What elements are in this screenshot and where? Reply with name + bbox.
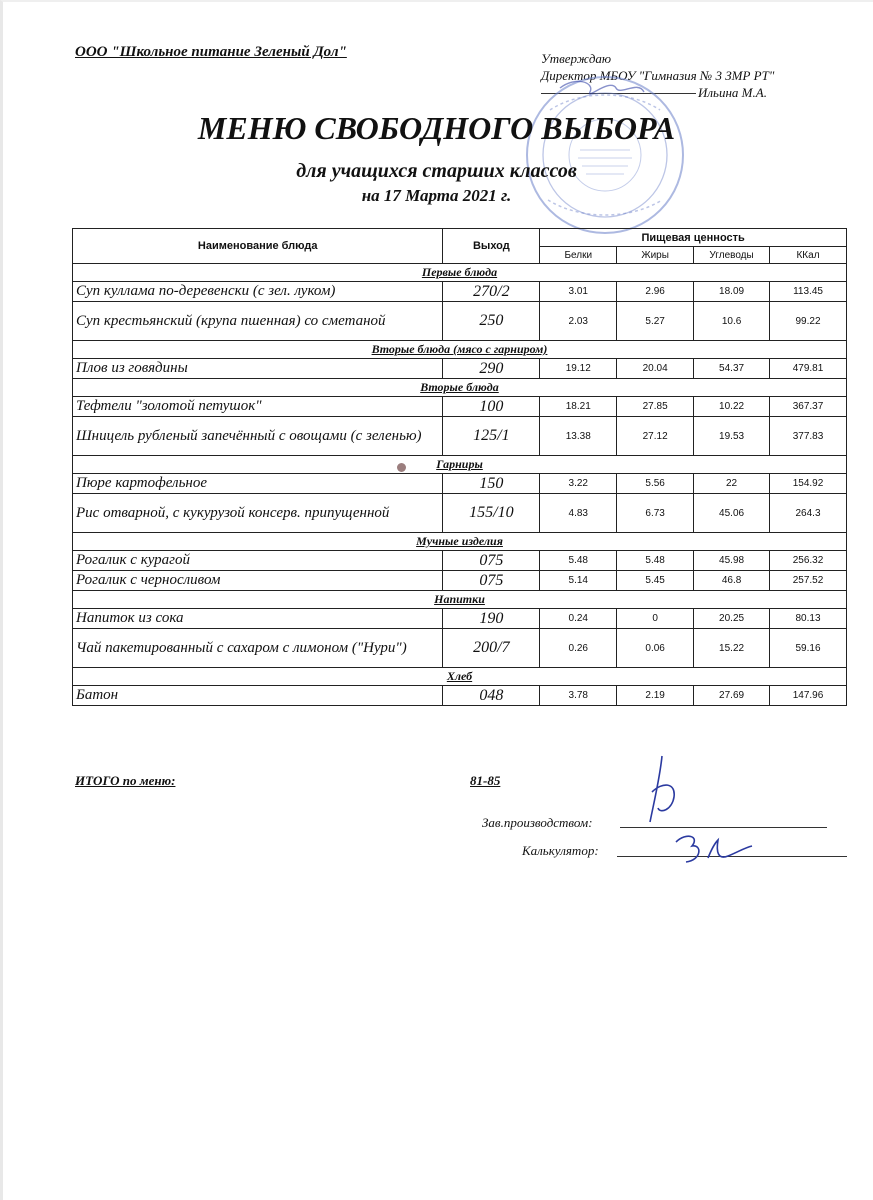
fat-value: 5.27 — [617, 302, 694, 341]
table-row — [73, 359, 847, 379]
kcal-value: 113.45 — [770, 282, 847, 302]
approve-position: Директор МБОУ "Гимназия № 3 ЗМР РТ" — [541, 68, 775, 83]
company-name: ООО "Школьное питание Зеленый Дол" — [75, 44, 347, 60]
carbs-value: 45.06 — [694, 494, 770, 533]
carbs-value: 54.37 — [694, 359, 770, 379]
col-header-fat: Жиры — [617, 247, 694, 264]
kcal-value: 99.22 — [770, 302, 847, 341]
col-header-protein: Белки — [540, 247, 617, 264]
dish-output: 200/7 — [443, 629, 540, 668]
fat-value: 5.48 — [617, 551, 694, 571]
section-title: Вторые блюда (мясо с гарниром) — [73, 341, 847, 359]
fat-value: 5.56 — [617, 474, 694, 494]
dish-name: Рогалик с черносливом — [73, 571, 443, 591]
calculator-signature-icon — [668, 828, 758, 872]
col-header-kcal: ККал — [770, 247, 847, 264]
dish-name: Рогалик с курагой — [73, 551, 443, 571]
kcal-value: 147.96 — [770, 686, 847, 706]
total-label: ИТОГО по меню: — [75, 773, 176, 788]
menu-subtitle: для учащихся старших классов — [296, 160, 577, 182]
table-row — [73, 417, 847, 456]
fat-value: 0.06 — [617, 629, 694, 668]
dish-output: 048 — [443, 686, 540, 706]
table-row — [73, 474, 847, 494]
dish-output: 190 — [443, 609, 540, 629]
approve-name: Ильина М.А. — [698, 85, 767, 100]
protein-value: 19.12 — [540, 359, 617, 379]
kcal-value: 479.81 — [770, 359, 847, 379]
col-header-output: Выход — [443, 229, 540, 264]
dish-output: 075 — [443, 551, 540, 571]
fat-value: 5.45 — [617, 571, 694, 591]
dish-name: Суп куллама по-деревенски (с зел. луком) — [73, 282, 443, 302]
kcal-value: 80.13 — [770, 609, 847, 629]
dish-output: 150 — [443, 474, 540, 494]
dish-name: Плов из говядины — [73, 359, 443, 379]
dish-name: Чай пакетированный с сахаром с лимоном ("Нури") — [73, 629, 443, 668]
dish-output: 250 — [443, 302, 540, 341]
table-row — [73, 609, 847, 629]
carbs-value: 19.53 — [694, 417, 770, 456]
carbs-value: 27.69 — [694, 686, 770, 706]
kcal-value: 264.3 — [770, 494, 847, 533]
section-title: Вторые блюда — [73, 379, 847, 397]
section-header — [73, 668, 847, 686]
dish-output: 125/1 — [443, 417, 540, 456]
carbs-value: 20.25 — [694, 609, 770, 629]
section-title: Хлеб — [73, 668, 847, 686]
protein-value: 5.14 — [540, 571, 617, 591]
carbs-value: 45.98 — [694, 551, 770, 571]
section-header — [73, 379, 847, 397]
section-title: Напитки — [73, 591, 847, 609]
approve-word: Утверждаю — [541, 51, 612, 66]
fat-value: 27.85 — [617, 397, 694, 417]
dish-name: Рис отварной, с кукурузой консерв. припущенной — [73, 494, 443, 533]
table-row — [73, 686, 847, 706]
section-header — [73, 591, 847, 609]
protein-value: 0.26 — [540, 629, 617, 668]
carbs-value: 18.09 — [694, 282, 770, 302]
fat-value: 2.96 — [617, 282, 694, 302]
table-row — [73, 629, 847, 668]
protein-value: 3.22 — [540, 474, 617, 494]
table-row — [73, 571, 847, 591]
col-header-nutrition: Пищевая ценность — [540, 229, 847, 247]
carbs-value: 10.22 — [694, 397, 770, 417]
dish-name: Пюре картофельное — [73, 474, 443, 494]
kcal-value: 59.16 — [770, 629, 847, 668]
table-row — [73, 494, 847, 533]
dish-output: 155/10 — [443, 494, 540, 533]
section-title: Гарниры — [73, 456, 847, 474]
kcal-value: 377.83 — [770, 417, 847, 456]
section-header — [73, 264, 847, 282]
fat-value: 20.04 — [617, 359, 694, 379]
total-value: 81-85 — [470, 773, 501, 788]
protein-value: 18.21 — [540, 397, 617, 417]
table-header-row — [73, 229, 847, 247]
kcal-value: 154.92 — [770, 474, 847, 494]
production-manager-signature-line — [620, 827, 827, 828]
approval-block — [541, 50, 774, 101]
dish-name: Шницель рубленый запечённый с овощами (с зеленью) — [73, 417, 443, 456]
section-header — [73, 341, 847, 359]
dish-name: Тефтели "золотой петушок" — [73, 397, 443, 417]
fat-value: 0 — [617, 609, 694, 629]
protein-value: 2.03 — [540, 302, 617, 341]
col-header-carbs: Углеводы — [694, 247, 770, 264]
table-row — [73, 397, 847, 417]
protein-value: 3.78 — [540, 686, 617, 706]
kcal-value: 367.37 — [770, 397, 847, 417]
section-title: Первые блюда — [73, 264, 847, 282]
table-row — [73, 302, 847, 341]
carbs-value: 10.6 — [694, 302, 770, 341]
protein-value: 0.24 — [540, 609, 617, 629]
dish-output: 270/2 — [443, 282, 540, 302]
menu-table — [72, 228, 847, 706]
production-manager-signature-icon — [632, 752, 692, 832]
section-title: Мучные изделия — [73, 533, 847, 551]
dish-output: 100 — [443, 397, 540, 417]
approve-signature-line — [541, 93, 696, 94]
production-manager-label: Зав.производством: — [482, 815, 593, 830]
menu-title: МЕНЮ СВОБОДНОГО ВЫБОРА — [197, 110, 676, 146]
dish-output: 075 — [443, 571, 540, 591]
table-row — [73, 551, 847, 571]
table-row — [73, 282, 847, 302]
menu-date: на 17 Марта 2021 г. — [361, 186, 512, 205]
kcal-value: 256.32 — [770, 551, 847, 571]
dish-name: Суп крестьянский (крупа пшенная) со сметаной — [73, 302, 443, 341]
col-header-name: Наименование блюда — [73, 229, 443, 264]
protein-value: 3.01 — [540, 282, 617, 302]
calculator-label: Калькулятор: — [522, 843, 599, 858]
section-header — [73, 456, 847, 474]
fat-value: 6.73 — [617, 494, 694, 533]
fat-value: 2.19 — [617, 686, 694, 706]
fat-value: 27.12 — [617, 417, 694, 456]
carbs-value: 46.8 — [694, 571, 770, 591]
carbs-value: 15.22 — [694, 629, 770, 668]
ink-spot — [397, 463, 406, 472]
carbs-value: 22 — [694, 474, 770, 494]
protein-value: 4.83 — [540, 494, 617, 533]
kcal-value: 257.52 — [770, 571, 847, 591]
protein-value: 13.38 — [540, 417, 617, 456]
dish-output: 290 — [443, 359, 540, 379]
section-header — [73, 533, 847, 551]
dish-name: Напиток из сока — [73, 609, 443, 629]
calculator-signature-line — [617, 856, 847, 857]
protein-value: 5.48 — [540, 551, 617, 571]
dish-name: Батон — [73, 686, 443, 706]
